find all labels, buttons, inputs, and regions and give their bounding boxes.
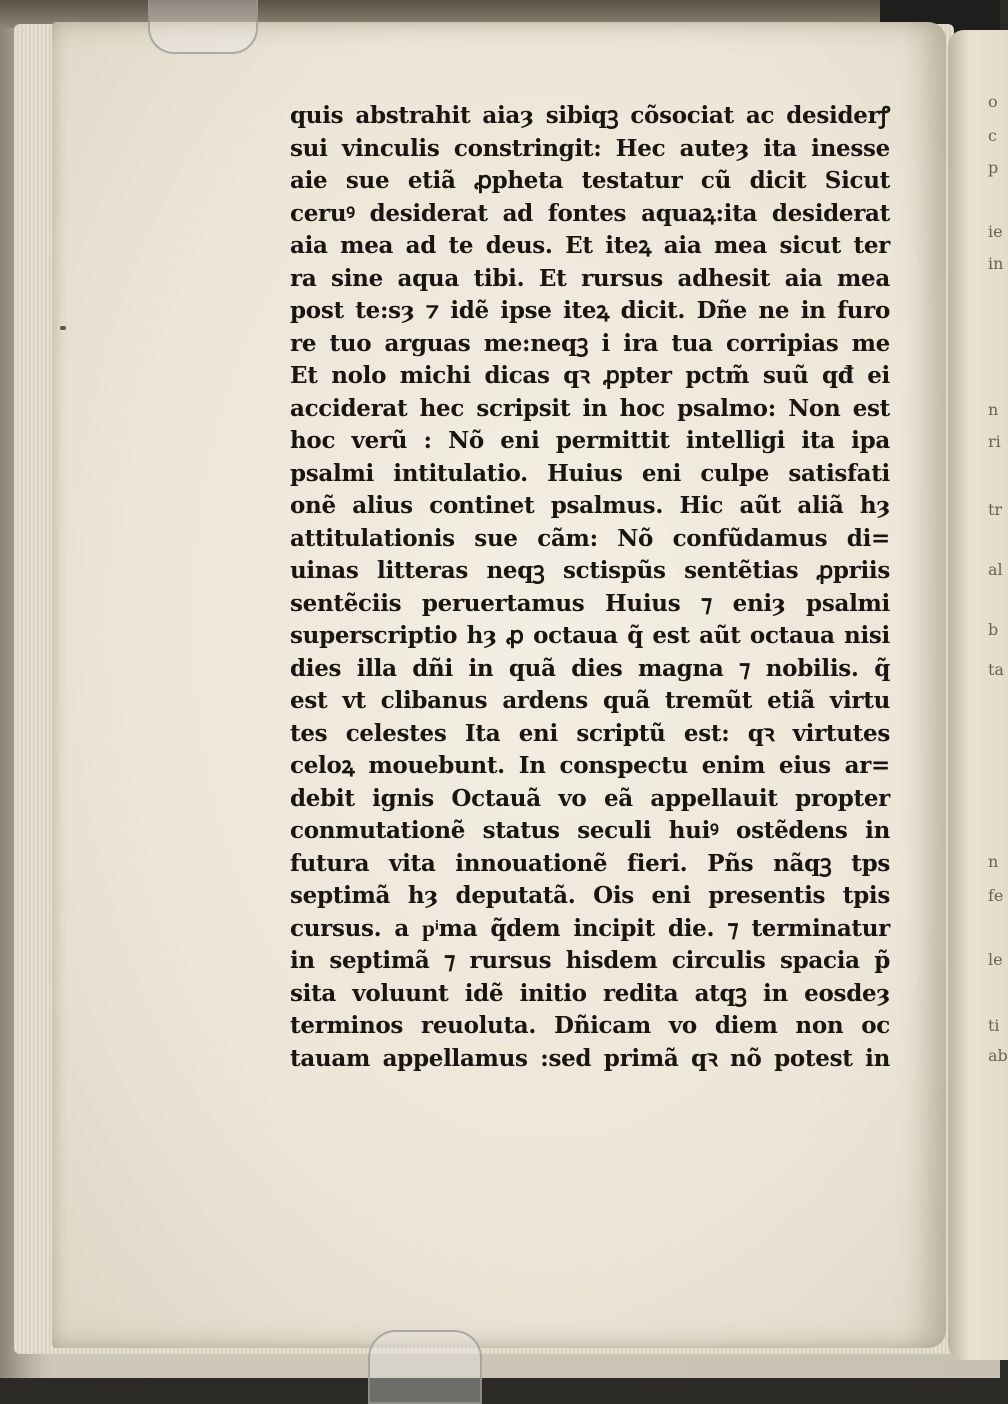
facing-page-glyph: n (988, 400, 999, 419)
text-line: tes celestes Ita eni scriptũ est: qꝛ virtutes (290, 719, 890, 747)
facing-page-glyph: n (988, 852, 999, 871)
page-clip-bottom (368, 1330, 482, 1404)
text-line: ceruꝰ desiderat ad fontes aquaꝝ:ita desiderat (290, 199, 890, 227)
text-line: futura vita innouationẽ fieri. Pñs nãqꝫ tps (290, 849, 890, 877)
facing-page-glyph: tr (988, 500, 1003, 519)
page-clip-top (148, 0, 258, 54)
text-line: cursus. a pͥma q̃dem incipit die. ⁊ terminatur (290, 914, 890, 942)
text-line: sentẽciis peruertamus Huius ⁊ eniȝ psalmi (290, 589, 890, 617)
text-line: hoc verũ : Nõ eni permittit intelligi ita ipa (290, 427, 890, 454)
text-line: conmutationẽ status seculi huiꝰ ostẽdens in (290, 817, 890, 844)
facing-page-glyph: ie (988, 222, 1003, 241)
text-line: quis abstrahit aiaȝ sibiqꝫ cõsociat ac desiderꝭ (290, 102, 890, 129)
facing-page-glyph: ri (988, 432, 1001, 451)
text-line: aia mea ad te deus. Et iteꝝ aia mea sicut ter (290, 232, 890, 259)
text-line: uinas litteras neqꝫ sctispũs sentẽtias ꝓpriis (290, 557, 890, 584)
text-line: sui vinculis constringit: Hec auteȝ ita inesse (290, 134, 890, 162)
facing-page-glyph: b (988, 620, 999, 639)
text-line: terminos reuoluta. Dñicam vo diem non oc (290, 1012, 890, 1039)
facing-page-glyph: le (988, 950, 1003, 969)
facing-page-glyph: ti (988, 1016, 1000, 1035)
facing-page-glyph: ab (988, 1046, 1008, 1065)
text-line: Et nolo michi dicas qꝛ ꝓpter pctm̃ suũ qđ ei (290, 362, 890, 389)
facing-page-glyph: c (988, 126, 997, 145)
facing-page-glyph: fe (988, 886, 1004, 905)
text-line: re tuo arguas me:neqꝫ i ira tua corripias me (290, 329, 890, 357)
text-line: debit ignis Octauã vo eã appellauit propter (290, 784, 890, 812)
text-line: celoꝝ mouebunt. In conspectu enim eius ar= (290, 752, 890, 779)
facing-page-glyph: ta (988, 660, 1004, 679)
facing-page-glyph: al (988, 560, 1003, 579)
text-block (290, 100, 890, 1075)
margin-mark (60, 326, 66, 330)
text-line: aie sue etiã ꝓpheta testatur cũ dicit Sicut (290, 167, 890, 194)
text-line: psalmi intitulatio. Huius eni culpe satisfati (290, 459, 890, 487)
text-line: tauam appellamus :sed primã qꝛ nõ potest in (290, 1044, 890, 1072)
text-line: dies illa dñi in quã dies magna ⁊ nobilis. q̃ (290, 654, 890, 682)
text-line: ra sine aqua tibi. Et rursus adhesit aia mea (290, 264, 890, 292)
facing-page-glyph: o (988, 92, 998, 111)
text-line: sita voluunt idẽ initio redita atqꝫ in eosdeȝ (290, 979, 890, 1007)
text-line: acciderat hec scripsit in hoc psalmo: Non est (290, 394, 890, 422)
text-line: septimã hȝ deputatã. Ois eni presentis tpis (290, 882, 890, 909)
text-line: onẽ alius continet psalmus. Hic aũt aliã hȝ (290, 492, 890, 519)
text-line: superscriptio hȝ ꝓ octaua q̃ est aũt octaua nisi (290, 622, 890, 649)
text-line: in septimã ⁊ rursus hisdem circulis spacia p̃ (290, 947, 890, 974)
text-line: post te:sȝ ⁊ idẽ ipse iteꝝ dicit. Dñe ne in furo (290, 297, 890, 324)
facing-page-glyph: p (988, 158, 999, 177)
facing-page-glyph: in (988, 254, 1004, 273)
text-line: attitulationis sue cãm: Nõ confũdamus di= (290, 524, 890, 552)
text-line: est vt clibanus ardens quã tremũt etiã virtu (290, 687, 890, 714)
